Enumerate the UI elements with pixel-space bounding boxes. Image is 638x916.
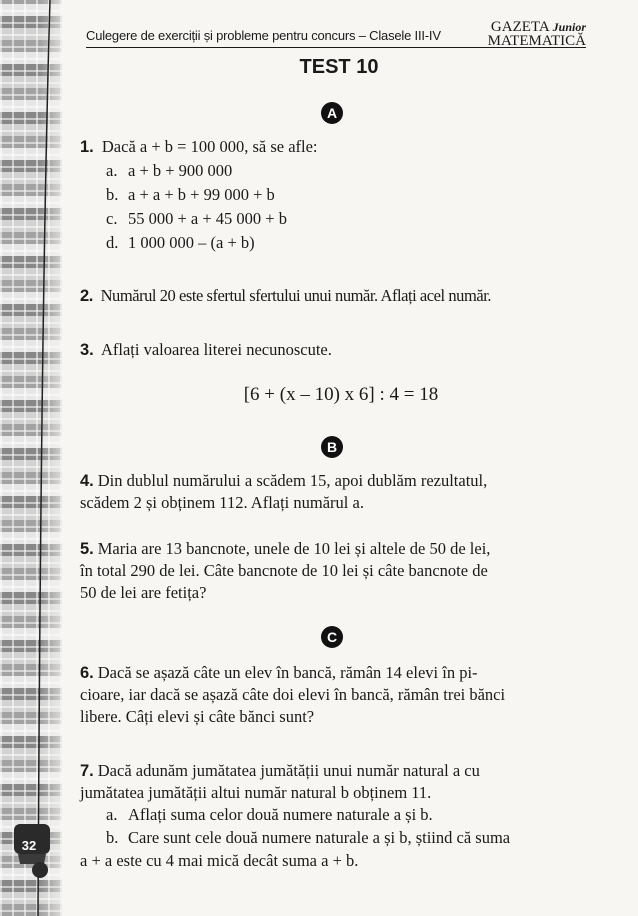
page-curl-line — [26, 0, 56, 916]
option-1a — [106, 160, 232, 182]
option-text: Care sunt cele două numere naturale a și b, știind că suma — [128, 828, 511, 847]
option-1c — [106, 208, 287, 230]
problem-line: 50 de lei are fetița? — [80, 583, 207, 602]
subquestion-7a — [106, 804, 433, 826]
option-text: Aflați suma celor două numere naturale a și b. — [128, 805, 433, 824]
problem-2 — [80, 285, 590, 307]
brand-bottom: MATEMATICĂ — [487, 33, 586, 49]
problem-line: Dacă se așază câte un elev în bancă, rămân 14 elevi în pi- — [97, 663, 478, 682]
option-text: 1 000 000 – (a + b) — [128, 233, 255, 252]
problem-number: 6. — [80, 664, 94, 682]
equation: [6 + (x – 10) x 6] : 4 = 18 — [243, 384, 439, 405]
problem-6 — [80, 662, 590, 728]
option-text: a + b + 900 000 — [128, 161, 233, 180]
section-b-badge: B — [321, 436, 343, 458]
brand-logo — [488, 20, 586, 48]
problem-text: Aflați valoarea literei necunoscute. — [100, 340, 332, 359]
option-text: a + a + b + 99 000 + b — [128, 185, 275, 204]
option-label: c. — [106, 209, 118, 228]
subquestion-7b-line2: a + a este cu 4 mai mică decât suma a + b. — [80, 851, 359, 870]
problem-line: libere. Câți elevi și câte bănci sunt? — [80, 707, 315, 726]
problem-line: în total 290 de lei. Câte bancnote de 10 lei și câte bancnote de — [80, 561, 488, 580]
subquestion-7b — [106, 827, 510, 849]
brand-junior: Junior — [552, 20, 586, 34]
problem-number: 7. — [80, 762, 94, 780]
problem-text: Dacă a + b = 100 000, să se afle: — [101, 137, 318, 156]
problem-3 — [80, 339, 590, 361]
problem-line: scădem 2 și obținem 112. Aflați numărul a. — [80, 493, 364, 512]
option-1b — [106, 184, 275, 206]
problem-text: Numărul 20 este sfertul sfertului unui număr. Aflați acel număr. — [100, 286, 492, 305]
section-a-badge: A — [321, 102, 343, 124]
problem-4 — [80, 470, 590, 514]
option-text: 55 000 + a + 45 000 + b — [128, 209, 287, 228]
problem-line: Dacă adunăm jumătatea jumătății unui număr natural a cu — [97, 761, 480, 780]
problem-line: Din dublul numărului a scădem 15, apoi dublăm rezultatul, — [97, 471, 488, 490]
problem-5 — [80, 538, 590, 604]
header-text: Culegere de exerciții și probleme pentru concurs – Clasele III-IV — [86, 28, 441, 43]
option-label: a. — [106, 161, 118, 180]
problem-line: cioare, iar dacă se așază câte doi elevi în bancă, rămân trei bănci — [80, 685, 506, 704]
problem-number: 5. — [80, 540, 94, 558]
problem-line: Maria are 13 bancnote, unele de 10 lei și altele de 50 de lei, — [97, 539, 491, 558]
option-1d — [106, 232, 255, 254]
section-c-badge: C — [321, 626, 343, 648]
page-header — [86, 20, 586, 50]
brand-top: GAZETA — [490, 19, 549, 35]
problem-number: 2. — [80, 287, 93, 305]
option-label: d. — [106, 233, 119, 252]
problem-number: 3. — [80, 341, 94, 359]
problem-number: 4. — [80, 472, 94, 490]
option-label: b. — [106, 185, 119, 204]
header-rule — [86, 47, 586, 48]
problem-7 — [80, 760, 590, 804]
option-label: b. — [106, 828, 119, 847]
option-label: a. — [106, 805, 118, 824]
problem-line: jumătatea jumătății altui număr natural b obținem 11. — [80, 783, 432, 802]
problem-number: 1. — [80, 138, 94, 156]
test-title: TEST 10 — [299, 56, 379, 78]
page-number: 32 — [21, 838, 37, 853]
problem-1 — [80, 136, 590, 158]
